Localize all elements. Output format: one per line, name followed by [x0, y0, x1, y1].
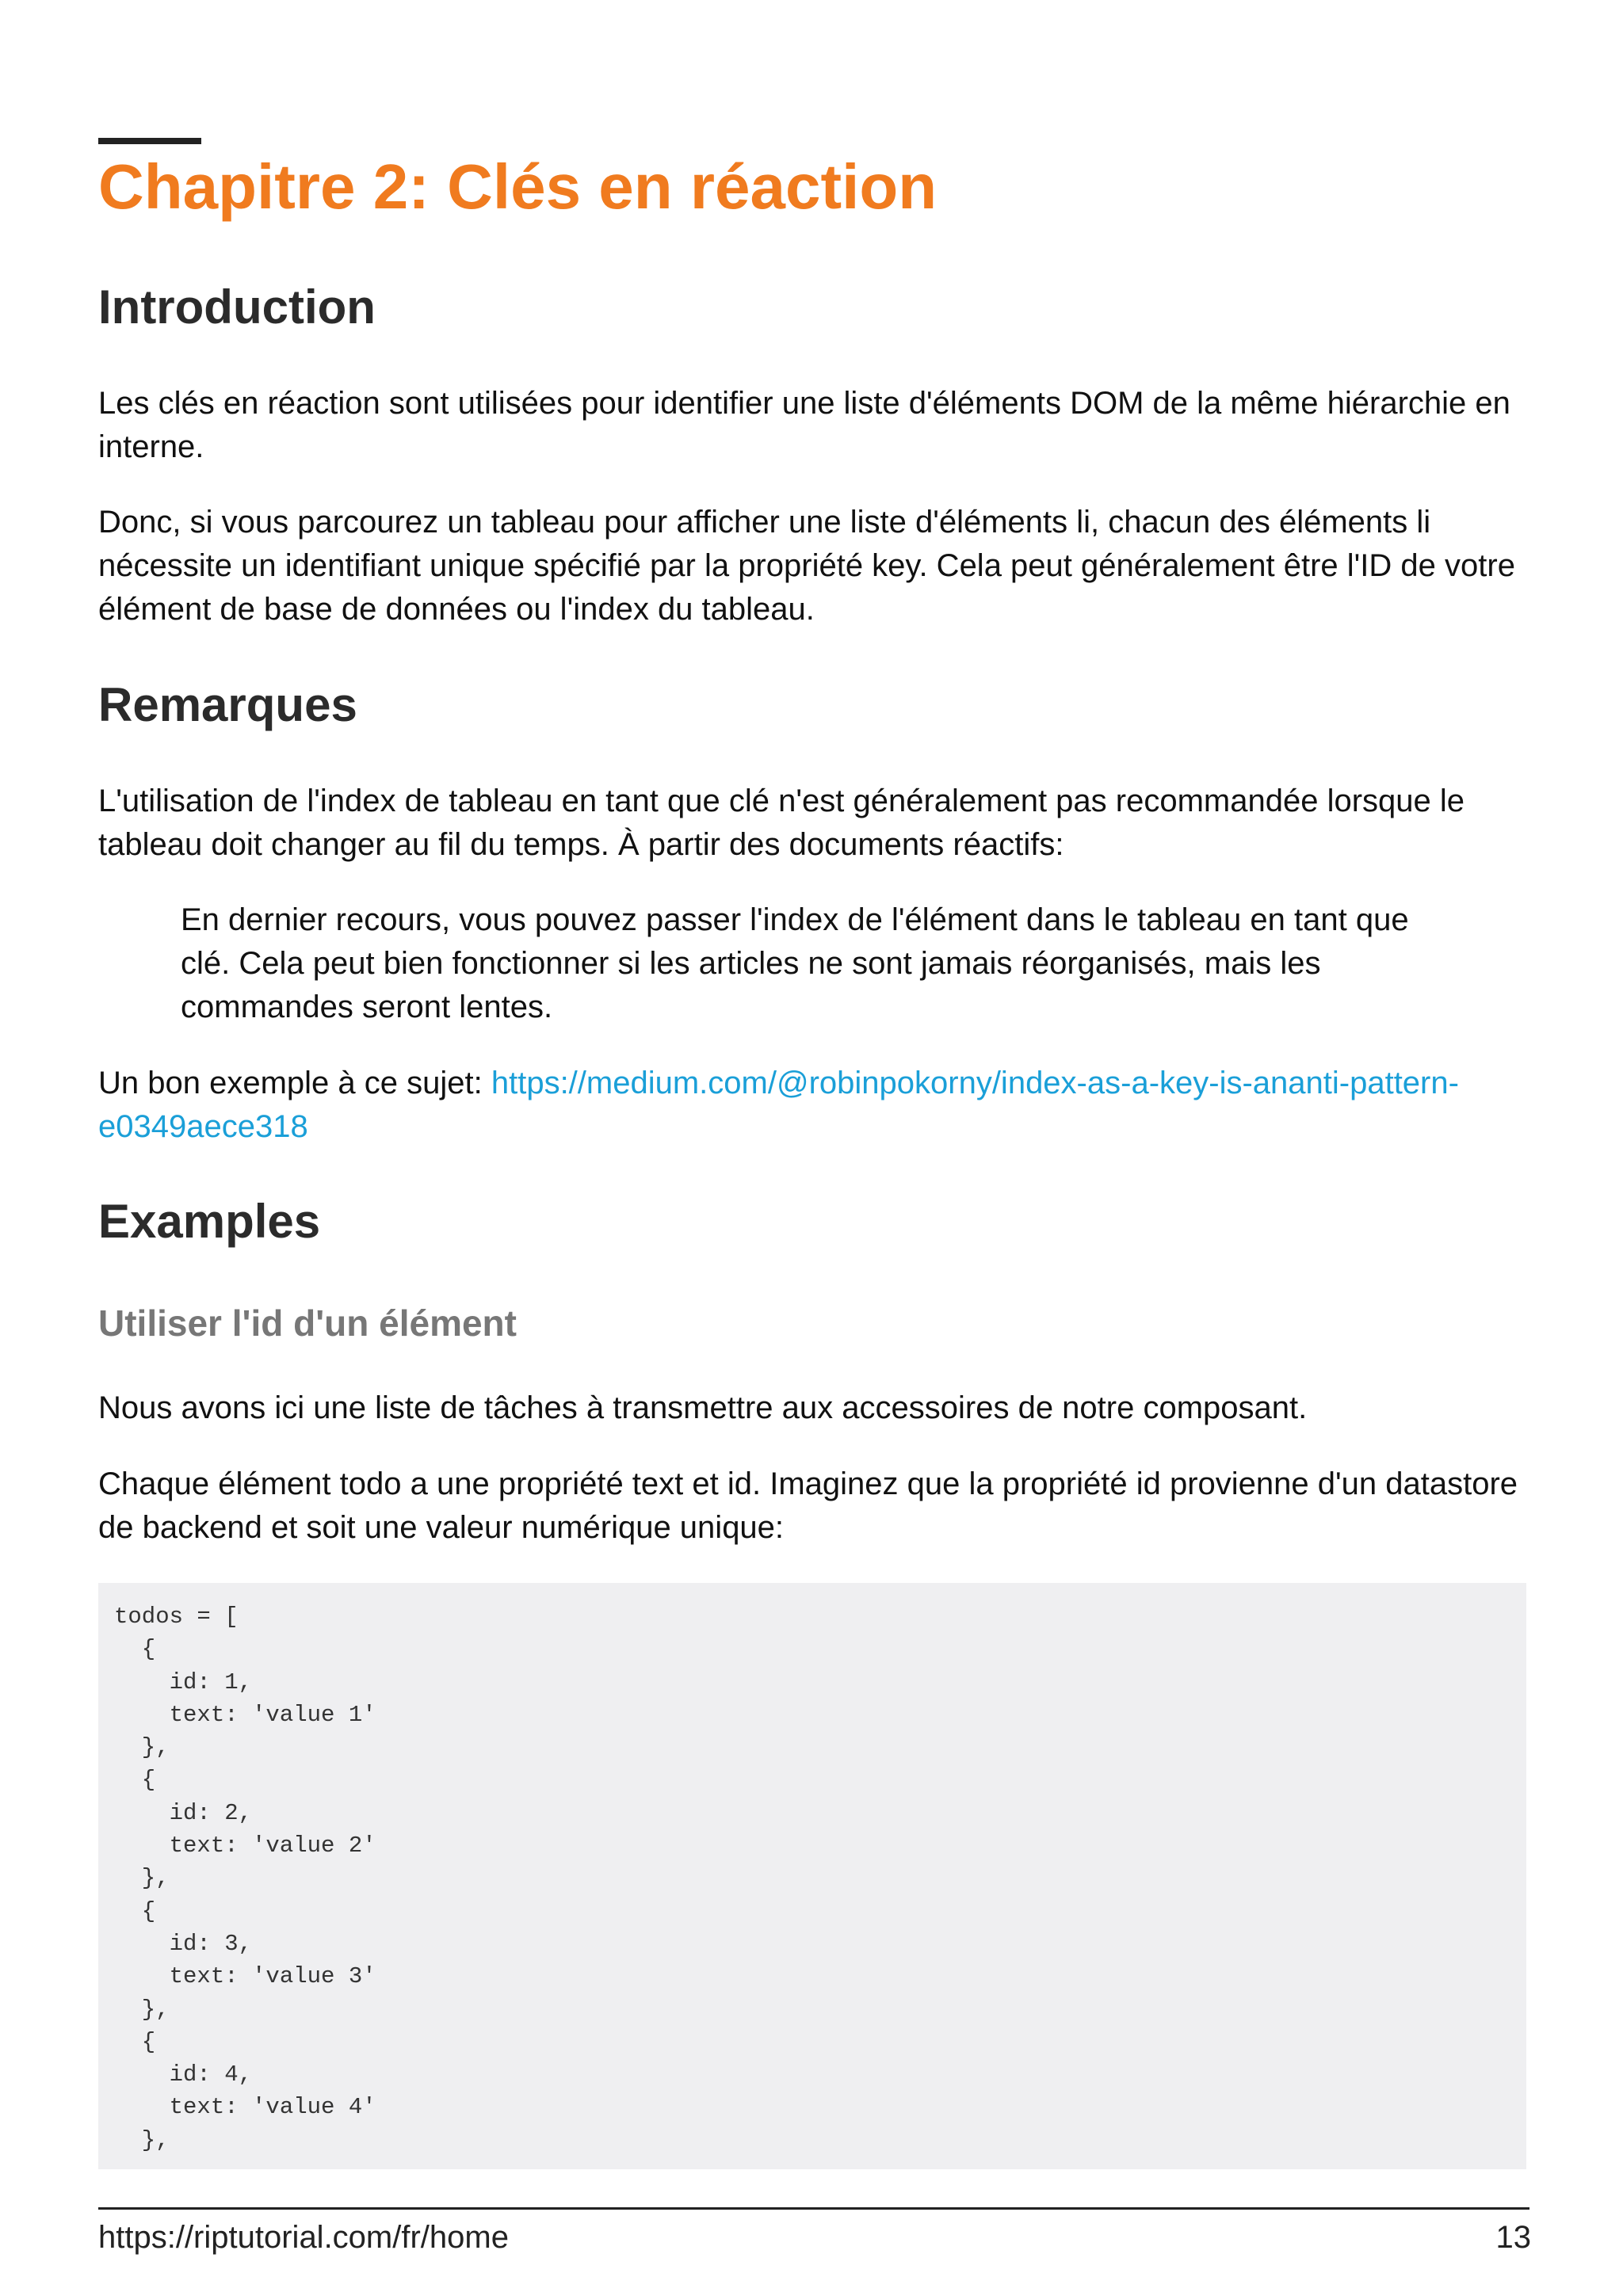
- remarques-example: [98, 1062, 1525, 1149]
- examples-subheading: Utiliser l'id d'un élément: [98, 1302, 517, 1344]
- remarques-heading: Remarques: [98, 678, 357, 731]
- chapter-rule: [98, 138, 201, 144]
- code-content: todos = [ { id: 1, text: 'value 1' }, { id: 2, text: 'value 2' }, { id: 3, text: 'value 3' }, { id: 4, text: 'value 4' },: [114, 1604, 376, 2153]
- examples-paragraph-1: Nous avons ici une liste de tâches à transmettre aux accessoires de notre composant.: [98, 1390, 1308, 1425]
- introduction-paragraph-2: Donc, si vous parcourez un tableau pour afficher une liste d'éléments li, chacun des éléments li nécessite un identifiant unique spécifié par la propriété key. Cela peut généralement être l'ID de votre élément de base de données ou l'index du tableau.: [98, 505, 1515, 627]
- remarques-paragraph: L'utilisation de l'index de tableau en tant que clé n'est généralement pas recommandée lorsque le tableau doit changer au fil du temps. À partir des documents réactifs:: [98, 784, 1465, 862]
- remarques-example-prefix: Un bon exemple à ce sujet:: [98, 1066, 491, 1100]
- page-number: 13: [1495, 2220, 1531, 2255]
- introduction-heading: Introduction: [98, 280, 376, 334]
- footer-rule: [98, 2207, 1529, 2210]
- examples-heading: Examples: [98, 1195, 321, 1248]
- code-block: [98, 1583, 1526, 2169]
- introduction-paragraph-1: Les clés en réaction sont utilisées pour identifier une liste d'éléments DOM de la même hiérarchie en interne.: [98, 386, 1510, 464]
- footer-url: https://riptutorial.com/fr/home: [98, 2220, 509, 2255]
- remarques-quote: En dernier recours, vous pouvez passer l'index de l'élément dans le tableau en tant que clé. Cela peut bien fonctionner si les articles ne sont jamais réorganisés, mais les commandes seront lentes.: [181, 902, 1409, 1024]
- chapter-title: Chapitre 2: Clés en réaction: [98, 151, 938, 222]
- examples-paragraph-2: Chaque élément todo a une propriété text et id. Imaginez que la propriété id provienne d'un datastore de backend et soit une valeur numérique unique:: [98, 1466, 1518, 1545]
- remarques-example-link[interactable]: https://medium.com/@robinpokorny/index-as-a-key-is-ananti-pattern-e0349aece318: [98, 1066, 1459, 1144]
